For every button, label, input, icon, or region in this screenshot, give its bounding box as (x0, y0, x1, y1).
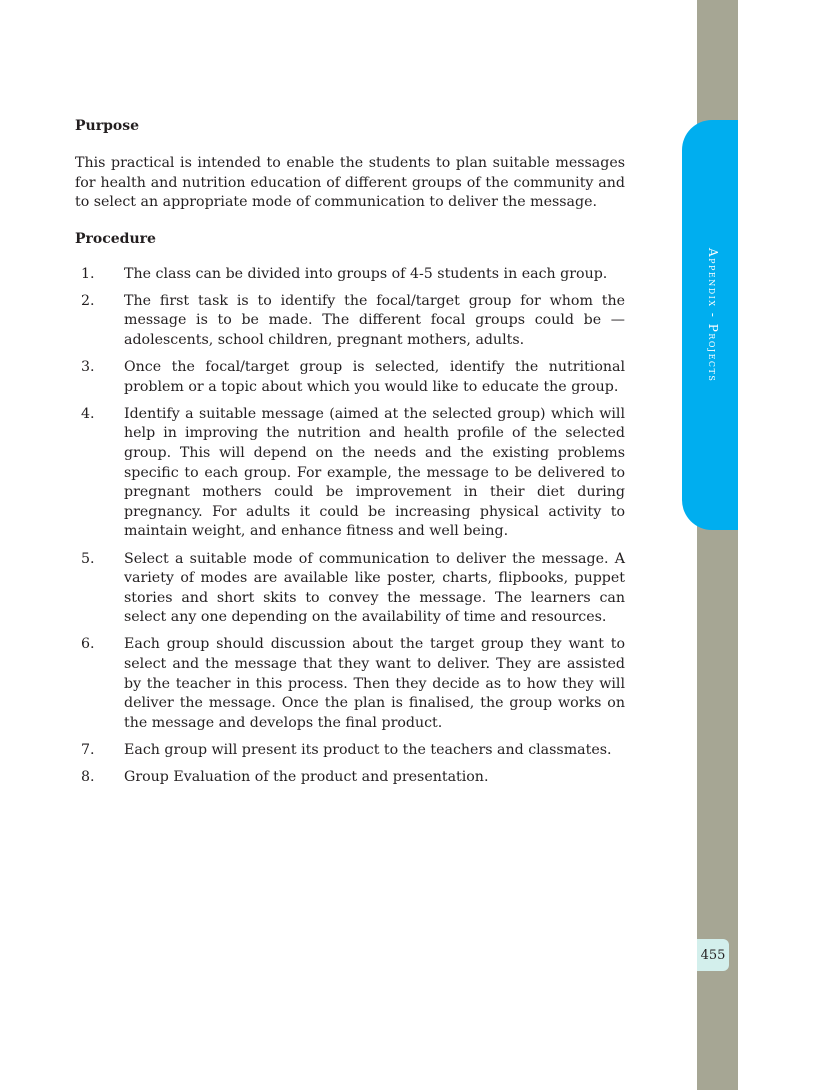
procedure-item-number: 2. (81, 292, 95, 309)
procedure-item (75, 292, 625, 351)
procedure-item-text: The first task is to identify the focal/target group for whom the message is to be made. The different focal groups could be — adolescents, school children, pregnant mothers, adults. (124, 292, 625, 349)
procedure-item-text: Group Evaluation of the product and presentation. (124, 768, 489, 785)
procedure-item-number: 7. (81, 741, 95, 758)
procedure-item (75, 741, 625, 761)
procedure-item-number: 6. (81, 636, 95, 653)
procedure-item-text: The class can be divided into groups of 4-5 students in each group. (124, 265, 608, 282)
procedure-heading: Procedure (75, 230, 156, 247)
section-tab-label: Appendix - Projects (706, 248, 720, 383)
procedure-item (75, 550, 625, 628)
procedure-list (75, 265, 625, 788)
procedure-item-number: 3. (81, 359, 95, 376)
page-number: 455 (697, 939, 729, 971)
procedure-item (75, 635, 625, 733)
procedure-item-text: Identify a suitable message (aimed at the selected group) which will help in improving the nutrition and health profile of the selected group. This will depend on the needs and the existing problems specific to each group. For example, the message to be delivered to pregnant mothers could be improvement in their diet during pregnancy. For adults it could be increasing physical activity to maintain weight, and enhance fitness and well being. (124, 405, 625, 540)
procedure-item (75, 405, 625, 542)
procedure-item (75, 265, 625, 285)
procedure-item-number: 5. (81, 550, 95, 567)
procedure-item-text: Select a suitable mode of communication to deliver the message. A variety of modes are available like poster, charts, flipbooks, puppet stories and short skits to convey the message. The learners can select any one depending on the availability of time and resources. (124, 550, 625, 626)
purpose-text: This practical is intended to enable the students to plan suitable messages for health and nutrition education of different groups of the community and to select an appropriate mode of communication to deliver the message. (75, 155, 625, 211)
procedure-item-number: 4. (81, 405, 95, 422)
procedure-item (75, 768, 625, 788)
procedure-item-text: Each group should discussion about the target group they want to select and the message that they want to deliver. They are assisted by the teacher in this process. Then they decide as to how they will deliver the message. Once the plan is finalised, the group works on the message and develops the final product. (124, 636, 625, 731)
procedure-item-number: 8. (81, 768, 95, 785)
procedure-item-number: 1. (81, 265, 95, 282)
purpose-heading: Purpose (75, 118, 139, 134)
page-content (75, 116, 625, 795)
procedure-item-text: Each group will present its product to the teachers and classmates. (124, 741, 612, 758)
procedure-item (75, 358, 625, 397)
procedure-item-text: Once the focal/target group is selected, identify the nutritional problem or a topic about which you would like to educate the group. (124, 359, 625, 395)
